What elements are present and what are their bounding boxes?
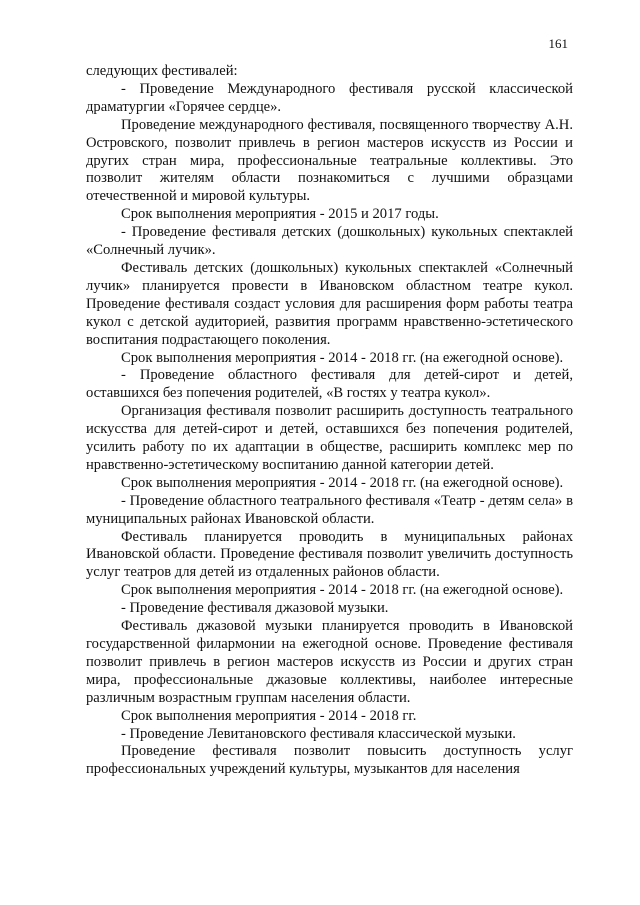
paragraph: Срок выполнения мероприятия - 2014 - 2018 гг. (на ежегодной основе).	[121, 474, 564, 491]
paragraph: - Проведение областного театрального фестиваля «Театр - детям села» в муниципальных районах Ивановской области.	[86, 492, 573, 527]
document-body	[86, 63, 573, 779]
paragraph: Фестиваль планируется проводить в муниципальных районах Ивановской области. Проведение фестиваля позволит увеличить доступность услуг театров для детей из отдаленных районов области.	[86, 528, 573, 581]
paragraph: Срок выполнения мероприятия - 2014 - 2018 гг. (на ежегодной основе).	[121, 349, 564, 366]
paragraph: Срок выполнения мероприятия - 2015 и 2017 годы.	[121, 206, 439, 223]
paragraph: следующих фестивалей:	[86, 63, 238, 79]
paragraph: Проведение фестиваля позволит повысить доступность услуг профессиональных учреждений культуры, музыкантов для населения	[86, 743, 573, 778]
paragraph: - Проведение фестиваля детских (дошкольных) кукольных спектаклей «Солнечный лучик».	[86, 224, 573, 259]
paragraph: - Проведение Международного фестиваля русской классической драматургии «Горячее сердце».	[86, 80, 573, 115]
paragraph: Фестиваль джазовой музыки планируется проводить в Ивановской государственной филармонии на ежегодной основе. Проведение фестиваля позволит привлечь в регион мастеров искусств из России и других стран мира, профессиональные джазовые коллективы, наиболее интересные различным возрастным группам населения области.	[86, 618, 573, 706]
paragraph: - Проведение Левитановского фестиваля классической музыки.	[121, 725, 516, 742]
paragraph: Проведение международного фестиваля, посвященного творчеству А.Н. Островского, позволит привлечь в регион мастеров искусств из России и других стран мира, профессиональные театральные коллективы. Это позволит жителям области познакомиться с лучшими образцами отечественной и мировой культуры.	[86, 116, 573, 205]
paragraph: - Проведение фестиваля джазовой музыки.	[121, 600, 389, 617]
paragraph: Срок выполнения мероприятия - 2014 - 2018 гг.	[121, 707, 417, 724]
page-number: 161	[548, 36, 568, 51]
paragraph: Срок выполнения мероприятия - 2014 - 2018 гг. (на ежегодной основе).	[121, 582, 564, 599]
paragraph: Фестиваль детских (дошкольных) кукольных спектаклей «Солнечный лучик» планируется провести в Ивановском областном театре кукол. Проведение фестиваля создаст условия для расширения форм работы театра кукол с детской аудиторией, развития программ нравственно-эстетического воспитания подрастающего поколения.	[86, 259, 573, 348]
paragraph: - Проведение областного фестиваля для детей-сирот и детей, оставшихся без попечения родителей, «В гостях у театра кукол».	[86, 367, 573, 402]
paragraph: Организация фестиваля позволит расширить доступность театрального искусства для детей-сирот и детей, оставшихся без попечения родителей, усилить работу по их адаптации в обществе, расширить комплекс мер по нравственно-эстетическому воспитанию данной категории детей.	[86, 403, 573, 473]
